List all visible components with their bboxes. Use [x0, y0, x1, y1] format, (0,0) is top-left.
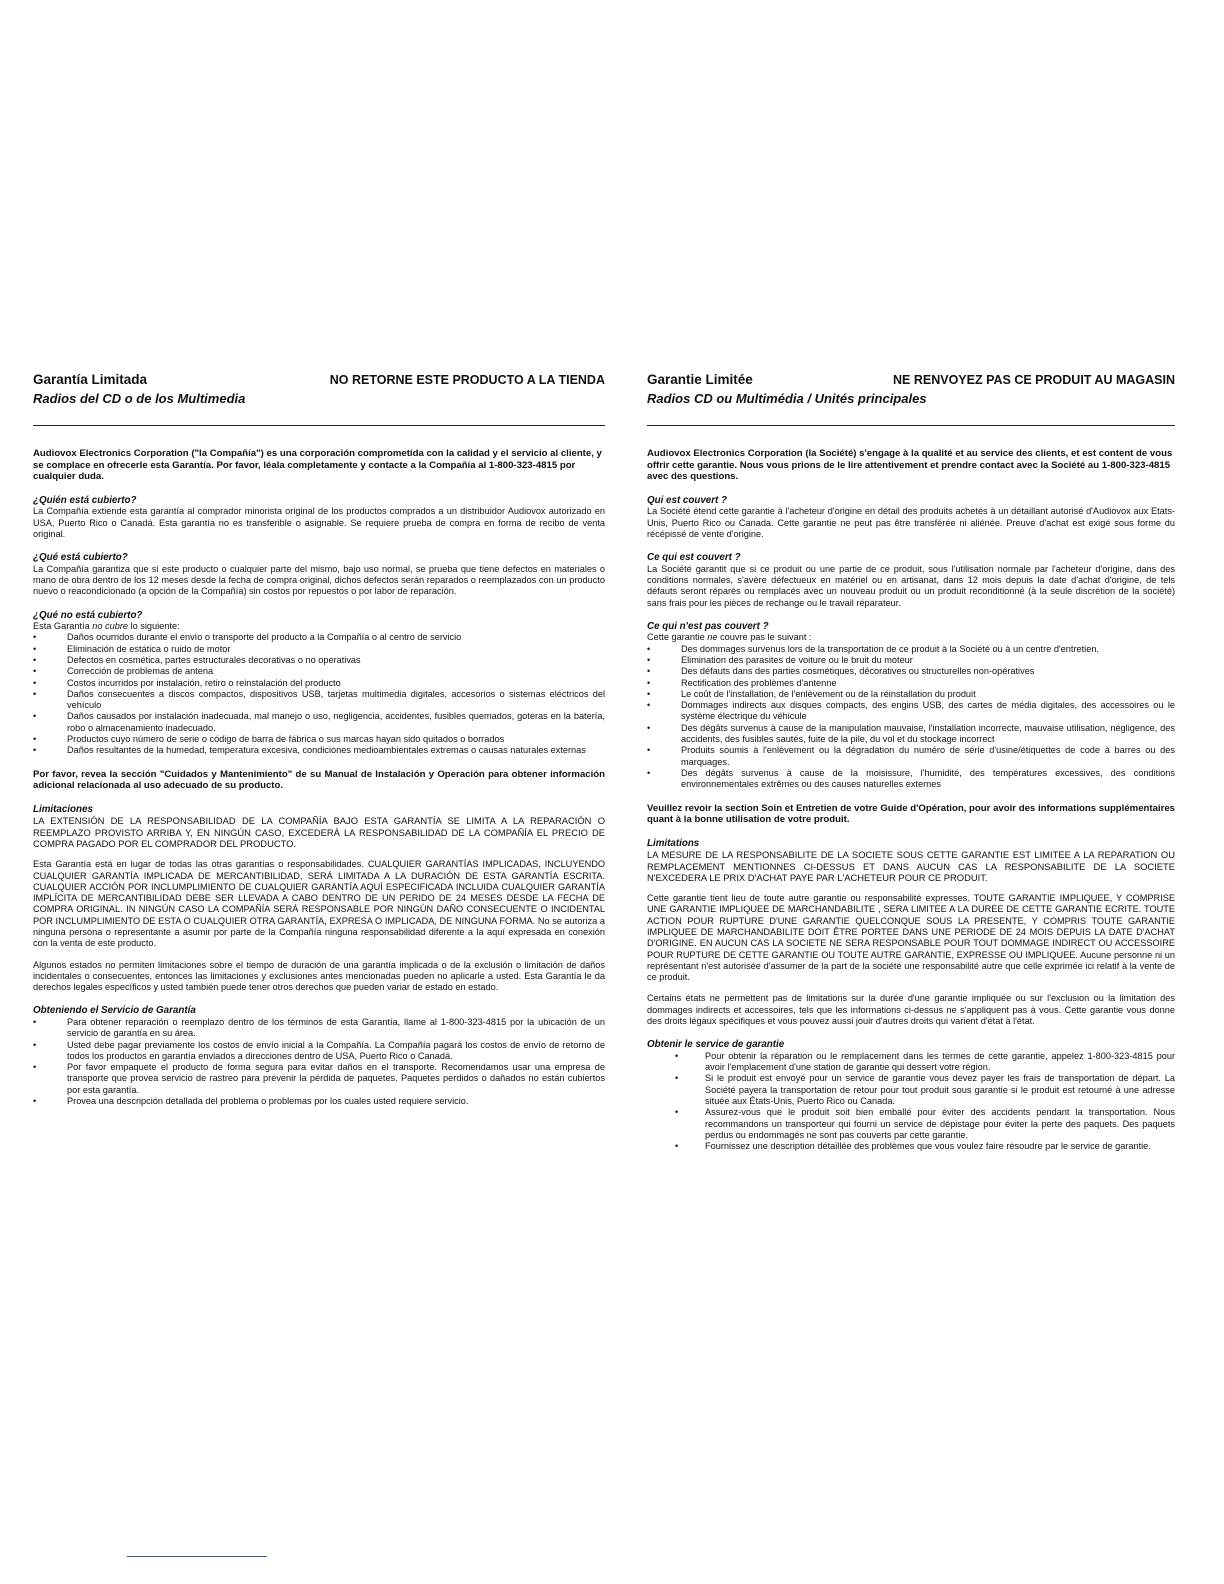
french-what-text: La Société garantit que si ce produit ou une partie de ce produit, sous l'utilisation normale par l'acheteur d'origine, dans des conditions normales, s'avère défectueux en matériel ou en artisanat, dans 12 mois depuis la date d'achat d'origine, de tels défauts seront réparés ou remplacés avec un nouveau produit ou un produit reconditionné (à la seule discrétion de la société) sans frais pour les pièces de rechange ou le travail réparateur. [647, 563, 1175, 608]
spanish-not-covered-intro: Esta Garantía no cubre lo siguiente: [33, 621, 180, 632]
list-item: • Daños resultantes de la humedad, temperatura excesiva, condiciones medioambientales extremas o causas naturales externas [33, 745, 605, 756]
french-who-heading: Qui est couvert ? [647, 494, 728, 506]
spanish-warranty-column [33, 372, 605, 1107]
spanish-subtitle: Radios del CD o de los Multimedia [33, 391, 246, 406]
list-item: • Si le produit est envoyé pour un service de garantie vous devez payer les frais de transportation de départ. La Société payera la transportation de retour pour tout produit sous garantie si le produit est retourné à une adresse située aux États-Unis, Puerto Rico ou Canada. [647, 1073, 1175, 1107]
list-item: • Fournissez une description détaillée des problèmes que vous voulez faire résoudre par le service de garantie. [647, 1141, 1175, 1152]
list-item: • Daños ocurridos durante el envío o transporte del producto a la Compañía o al centro de servicio [33, 632, 605, 643]
spanish-limitations-paragraph-3: Algunos estados no permiten limitaciones sobre el tiempo de duración de una garantía implicada o de la exclusión o limitación de daños incidentales o consecuentes, entonces las limitaciones y exclusiones antes mencionadas pueden no aplicarle a usted. Esta Garantía le da derechos legales específicos y usted también puede tener otros derechos que pueden variar de estado en estado. [33, 959, 605, 993]
spanish-not-covered-heading: ¿Qué no está cubierto? [33, 609, 143, 621]
list-item: • Usted debe pagar previamente los costos de envío inicial a la Compañía. La Compañía pagará los costos de envío de retorno de todos los productos en garantía enviados a direcciones dentro de USA, Puerto Rico o Canadá. [33, 1040, 605, 1063]
list-item: • Para obtener reparación o reemplazo dentro de los términos de esta Garantía, llame al 1-800-323-4815 por la ubicación de un servicio de garantía en su área. [33, 1017, 605, 1040]
spanish-return-notice: NO RETORNE ESTE PRODUCTO A LA TIENDA [329, 373, 605, 387]
spanish-service-heading: Obteniendo el Servicio de Garantía [33, 1005, 196, 1017]
list-item: • Assurez-vous que le produit soit bien emballé pour éviter des accidents pendant la transportation. Nous recommandons un transporteur qui fourni un service de dépistage pour éviter la perte des paquets. Des paquets perdus ou endommagés ne sont pas couverts par cette garantie. [647, 1107, 1175, 1141]
list-item: • Produits soumis à l'enlèvement ou la dégradation du numéro de série d'usine/étiquettes de code à barres ou des marquages. [647, 745, 1175, 768]
list-item: • Daños causados por instalación inadecuada, mal manejo o uso, negligencia, accidentes, fusibles quemados, goteras en la batería, robo o almacenamiento inadecuado. [33, 711, 605, 734]
spanish-header [33, 372, 605, 387]
french-subtitle: Radios CD ou Multimédia / Unités principales [647, 391, 927, 406]
french-service-heading: Obtenir le service de garantie [647, 1039, 785, 1051]
french-warranty-column [647, 372, 1175, 1153]
spanish-limitations-paragraph-2: Esta Garantía está en lugar de todas las otras garantías o responsabilidades. CUALQUIER GARANTÍAS IMPLICADAS, INCLUYENDO CUALQUIER GARANTÍA IMPLICADA DE MERCANTIBILIDAD, SERÁ LIMITADA A LA DURACIÓN DE ESTA GARANTÍA ESCRITA. CUALQUIER ACCIÓN POR INCLUMPLIMIENTO DE CUALQUIER GARANTÍA AQUÍ ESPECIFICADA INCLUIDA CUALQUIER GARANTÍA IMPLÍCITA DE MERCANTIBILIDAD DEBE SER LLEVADA A CABO DENTRO DE UN PERIDO DE 24 MESES DESDE LA FECHA DE COMPRA ORIGINAL. IN NINGÚN CASO LA COMPAÑÍA SERÁ RESPONSABLE POR NINGÚN DAÑO CONSECUENTE O INCIDENTAL POR INCLUMPLIMIENTO DE ESTA O CUALQUIER OTRA GARANTÍA, EXPRESA O IMPLICADA, DE NINGUNA FORMA. No se autoriza a ninguna persona o representante a asumir por parte de la Compañía ninguna responsabilidad diferente a la aquí expresada en conexión con la venta de este producto. [33, 859, 605, 949]
list-item: • Costos incurridos por instalación, retiro o reinstalación del producto [33, 678, 605, 689]
list-item: • Provea una descripción detallada del problema o problemas por los cuales usted requiere servicio. [33, 1096, 605, 1107]
spanish-what-text: La Compañía garantiza que si este producto o cualquier parte del mismo, bajo uso normal, se prueba que tiene defectos en materiales o mano de obra dentro de los 12 meses desde la fecha de compra original, dichos defectos serán reparados o reemplazados con un producto nuevo o reacondicionado (a opción de la Compañía) sin costos por repuestos o por labor de reparación. [33, 563, 605, 597]
french-title: Garantie Limitée [647, 372, 753, 387]
list-item: • Rectification des problèmes d'antenne [647, 678, 1175, 689]
list-item: • Daños consecuentes a discos compactos, dispositivos USB, tarjetas multimedia digitales, accesorios o sistemas eléctricos del vehículo [33, 689, 605, 712]
spanish-limitations-heading: Limitaciones [33, 803, 93, 815]
spanish-service-list [33, 1017, 605, 1107]
list-item: • Elimination des parasites de voiture ou le bruit du moteur [647, 655, 1175, 666]
list-item: • Des dégâts survenus à cause de la manipulation mauvaise, l'installation incorrecte, mauvaise utilisation, négligence, des accidents, des fusibles sautés, fuite de la pile, du vol et du stockage incorrect [647, 723, 1175, 746]
spanish-review-note: Por favor, revea la sección "Cuidados y Mantenimiento" de su Manual de Instalación y Operación para obtener información adicional relacionada al uso adecuado de su producto. [33, 768, 605, 792]
spanish-who-heading: ¿Quién está cubierto? [33, 494, 137, 506]
list-item: • Dommages indirects aux disques compacts, des engins USB, des cartes de média digitales, des accessoires ou le système électrique du véhicule [647, 700, 1175, 723]
list-item: • Defectos en cosmética, partes estructurales decorativas o no operativas [33, 655, 605, 666]
french-return-notice: NE RENVOYEZ PAS CE PRODUIT AU MAGASIN [893, 373, 1175, 387]
list-item: • Por favor empaquete el producto de forma segura para evitar daños en el transporte. Recomendamos usar una empresa de transporte que provea servicio de rastreo para prevenir la pérdida de paquetes. Paquetes perdidos o dañados no están cubiertos por esta garantía. [33, 1062, 605, 1096]
french-limitations-paragraph-2: Cette garantie tient lieu de toute autre garantie ou responsabilité expresses. TOUTE GARANTIE IMPLIQUEE, Y COMPRISE UNE GARANTIE IMPLIQUEE DE MARCHANDABILITE , SERA LIMITEE A LA DUREE DE CETTE GARANTIE ECRITE. TOUTE ACTION POUR RUPTURE D'UNE GARANTIE QUELCONQUE SOUS LA PRESENTE, Y COMPRIS TOUTE GARANTIE IMPLIQUEE DE MARCHANDABILITE DOIT ÊTRE PORTEE DANS UNE PERIODE DE 24 MOIS DEPUIS LA DATE D'ACHAT D'ORIGINE. EN AUCUN CAS LA SOCIETE NE SERA RESPONSABLE POUR TOUT DOMMAGE INDIRECT OU ACCESSOIRE POUR RUPTURE DE CETTE GARANTIE OU TOUTE AUTRE GARANTIE, EXPRESSE OU IMPLIQUEE. Aucune personne ni un représentant n'est autorisée d'assumer de la part de la société une responsabilité autre que celle exprimée ici relatif à la vente de ce produit. [647, 893, 1175, 983]
french-what-heading: Ce qui est couvert ? [647, 552, 741, 564]
spanish-divider [33, 425, 605, 426]
list-item: • Corrección de problemas de antena [33, 666, 605, 677]
french-limitations-caps: LA MESURE DE LA RESPONSABILITE DE LA SOCIETE SOUS CETTE GARANTIE EST LIMITEE A LA REPARATION OU REMPLACEMENT MENTIONNES CI-DESSUS ET DANS AUCUN CAS LA RESPONSABILITE DE LA SOCIETE N'EXCEDERA LE PRIX D'ACHAT PAYE PAR L'ACHETEUR POUR CE PRODUIT. [647, 849, 1175, 883]
spanish-what-heading: ¿Qué está cubierto? [33, 552, 128, 564]
spanish-who-text: La Compañía extiende esta garantía al comprador minorista original de los productos comprados a un distribuidor Audiovox autorizado en USA, Puerto Rico o Canadá. Esta garantía no es transferible o asignable. Se requiere prueba de compra en forma de recibo de venta original. [33, 506, 605, 539]
french-not-covered-intro: Cette garantie ne couvre pas le suivant : [647, 632, 812, 643]
list-item: • Productos cuyo número de serie o código de barra de fábrica o sus marcas hayan sido quitados o borrados [33, 734, 605, 745]
french-divider [647, 425, 1175, 426]
french-review-note: Veuillez revoir la section Soin et Entretien de votre Guide d'Opération, pour avoir des informations supplémentaires quant à la bonne utilisation de votre produit. [647, 802, 1175, 826]
list-item: • Le coût de l'installation, de l'enlèvement ou de la réinstallation du produit [647, 689, 1175, 700]
list-item: • Pour obtenir la réparation ou le remplacement dans les termes de cette garantie, appelez 1-800-323-4815 pour avoir l'emplacement d'une station de garantie qui dessert votre région. [647, 1051, 1175, 1074]
spanish-intro: Audiovox Electronics Corporation ("la Compañía") es una corporación comprometida con la calidad y el servicio al cliente, y se complace en ofrecerle esta Garantía. Por favor, léala completamente y contacte a la Compañía al 1-800-323-4815 por cualquier duda. [33, 448, 602, 483]
footer-divider [127, 1556, 267, 1557]
french-who-text: La Société étend cette garantie à l'acheteur d'origine en détail des produits achetés à un détaillant autorisé d'Audiovox aux Etats-Unis, Puerto Rico ou Canada. Cette garantie ne peut pas être transférée ni aliénée. Preuve d'achat est exigé sous forme du récépissé de vente d'origine. [647, 506, 1175, 539]
french-intro: Audiovox Electronics Corporation (la Société) s'engage à la qualité et au service des clients, et est content de vous offrir cette garantie. Nous vous prions de le lire attentivement et prendre contact avec la Société au 1-800-323-4815 avec des questions. [647, 448, 1173, 483]
french-not-covered-heading: Ce qui n'est pas couvert ? [647, 620, 769, 632]
list-item: • Des dommages survenus lors de la transportation de ce produit à la Société ou à un centre d'entretien. [647, 644, 1175, 655]
spanish-not-covered-list [33, 632, 605, 756]
french-not-covered-list [647, 644, 1175, 791]
spanish-title: Garantía Limitada [33, 372, 148, 387]
french-service-list [647, 1051, 1175, 1153]
french-limitations-heading: Limitations [647, 837, 700, 849]
french-header [647, 372, 1175, 387]
list-item: • Des dégâts survenus à cause de la moisissure, l'humidité, des températures excessives, des conditions environnementales extrêmes ou des causes naturelles externes [647, 768, 1175, 791]
french-limitations-paragraph-3: Certains états ne permettent pas de limitations sur la durée d'une garantie impliquée ou sur l'exclusion ou la limitation des dommages indirects et accessoires, tels que les informations ci-dessus ne s'appliquent pas à vous. Cette garantie vous donne des droits légaux spécifiques et vous pouvez aussi jouir d'autres droits qui varient d'état à l'état. [647, 993, 1175, 1027]
list-item: • Des défauts dans des parties cosmétiques, décoratives ou structurelles non-opératives [647, 666, 1175, 677]
spanish-limitations-caps: LA EXTENSIÓN DE LA RESPONSABILIDAD DE LA COMPAÑÍA BAJO ESTA GARANTÍA SE LIMITA A LA REPARACIÓN O REEMPLAZO PROVISTO ARRIBA Y, EN NINGÚN CASO, EXCEDERÁ LA RESPONSABILIDAD DE LA COMPAÑÍA EL PRECIO DE COMPRA PAGADO POR EL COMPRADOR DEL PRODUCTO. [33, 815, 605, 849]
list-item: • Eliminación de estática o ruido de motor [33, 644, 605, 655]
